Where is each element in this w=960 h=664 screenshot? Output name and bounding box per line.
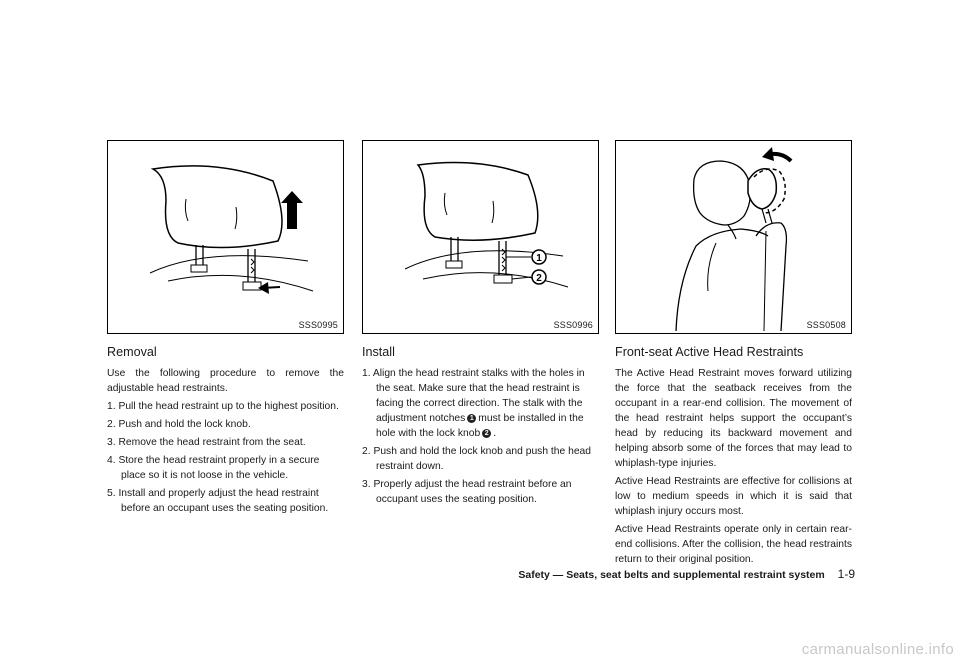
- callout-1-label: 1: [536, 253, 542, 264]
- callout-2-badge: 2: [482, 429, 491, 438]
- list-item: 1. Pull the head restraint up to the highest position.: [107, 401, 339, 412]
- figure-active-head-restraint: [615, 140, 852, 334]
- column-install: [362, 140, 599, 510]
- paragraph: The Active Head Restraint moves forward utilizing the force that the seatback receives from the occupant in a rear-end collision. The movement of the head restraint helps support the occupant’s head by reducing its backward movement and helping absorb some of the forces that may lead to whiplash-type injuries.: [615, 368, 852, 469]
- head-restraint-install-illustration: [363, 141, 598, 333]
- section-heading: Removal: [107, 345, 157, 359]
- watermark: carmanualsonline.info: [801, 641, 954, 658]
- step-list: [362, 366, 599, 507]
- list-item: 2. Push and hold the lock knob.: [107, 419, 251, 430]
- head-restraint-removal-illustration: [108, 141, 343, 333]
- column-removal: [107, 140, 344, 519]
- column-active-head-restraints: [615, 140, 852, 570]
- page-number: 1-9: [837, 567, 855, 581]
- callout-2-label: 2: [536, 273, 542, 284]
- callout-1-badge: 1: [467, 414, 476, 423]
- list-item: 3. Properly adjust the head restraint before an occupant uses the seating position.: [362, 479, 572, 505]
- list-item: 3. Remove the head restraint from the seat.: [107, 437, 306, 448]
- figure-code: SSS0995: [298, 320, 338, 330]
- paragraph: Active Head Restraints are effective for collisions at low to medium speeds in which it is said that whiplash injury occurs most.: [615, 476, 852, 517]
- intro-paragraph: Use the following procedure to remove the adjustable head restraints.: [107, 368, 344, 394]
- step-text: must be installed in the hole with the lock knob: [376, 413, 584, 439]
- footer-section-title: Safety — Seats, seat belts and supplemental restraint system: [518, 569, 825, 581]
- figure-code: SSS0996: [553, 320, 593, 330]
- figure-removal: [107, 140, 344, 334]
- list-item: 4. Store the head restraint properly in a secure place so it is not loose in the vehicle.: [107, 455, 320, 481]
- intro-text: [107, 366, 344, 396]
- list-item: 2. Push and hold the lock knob and push the head restraint down.: [362, 446, 591, 472]
- figure-install: [362, 140, 599, 334]
- paragraph: Active Head Restraints operate only in certain rear-end collisions. After the collision, the head restraints return to their original position.: [615, 524, 852, 565]
- step-text: .: [493, 428, 497, 439]
- figure-code: SSS0508: [806, 320, 846, 330]
- section-heading: Install: [362, 345, 395, 359]
- body-text: [615, 366, 852, 567]
- page-footer: [518, 567, 855, 581]
- list-item: 5. Install and properly adjust the head restraint before an occupant uses the seating position.: [107, 488, 329, 514]
- step-list: [107, 399, 344, 516]
- step-text: 1. Align the head restraint stalks with the holes in the seat. Make sure that the head restraint is facing the correct direction. The stalk with the adjustment notches: [362, 368, 585, 424]
- list-item: [362, 366, 599, 441]
- section-heading: Front-seat Active Head Restraints: [615, 345, 804, 359]
- occupant-head-restraint-illustration: [616, 141, 851, 333]
